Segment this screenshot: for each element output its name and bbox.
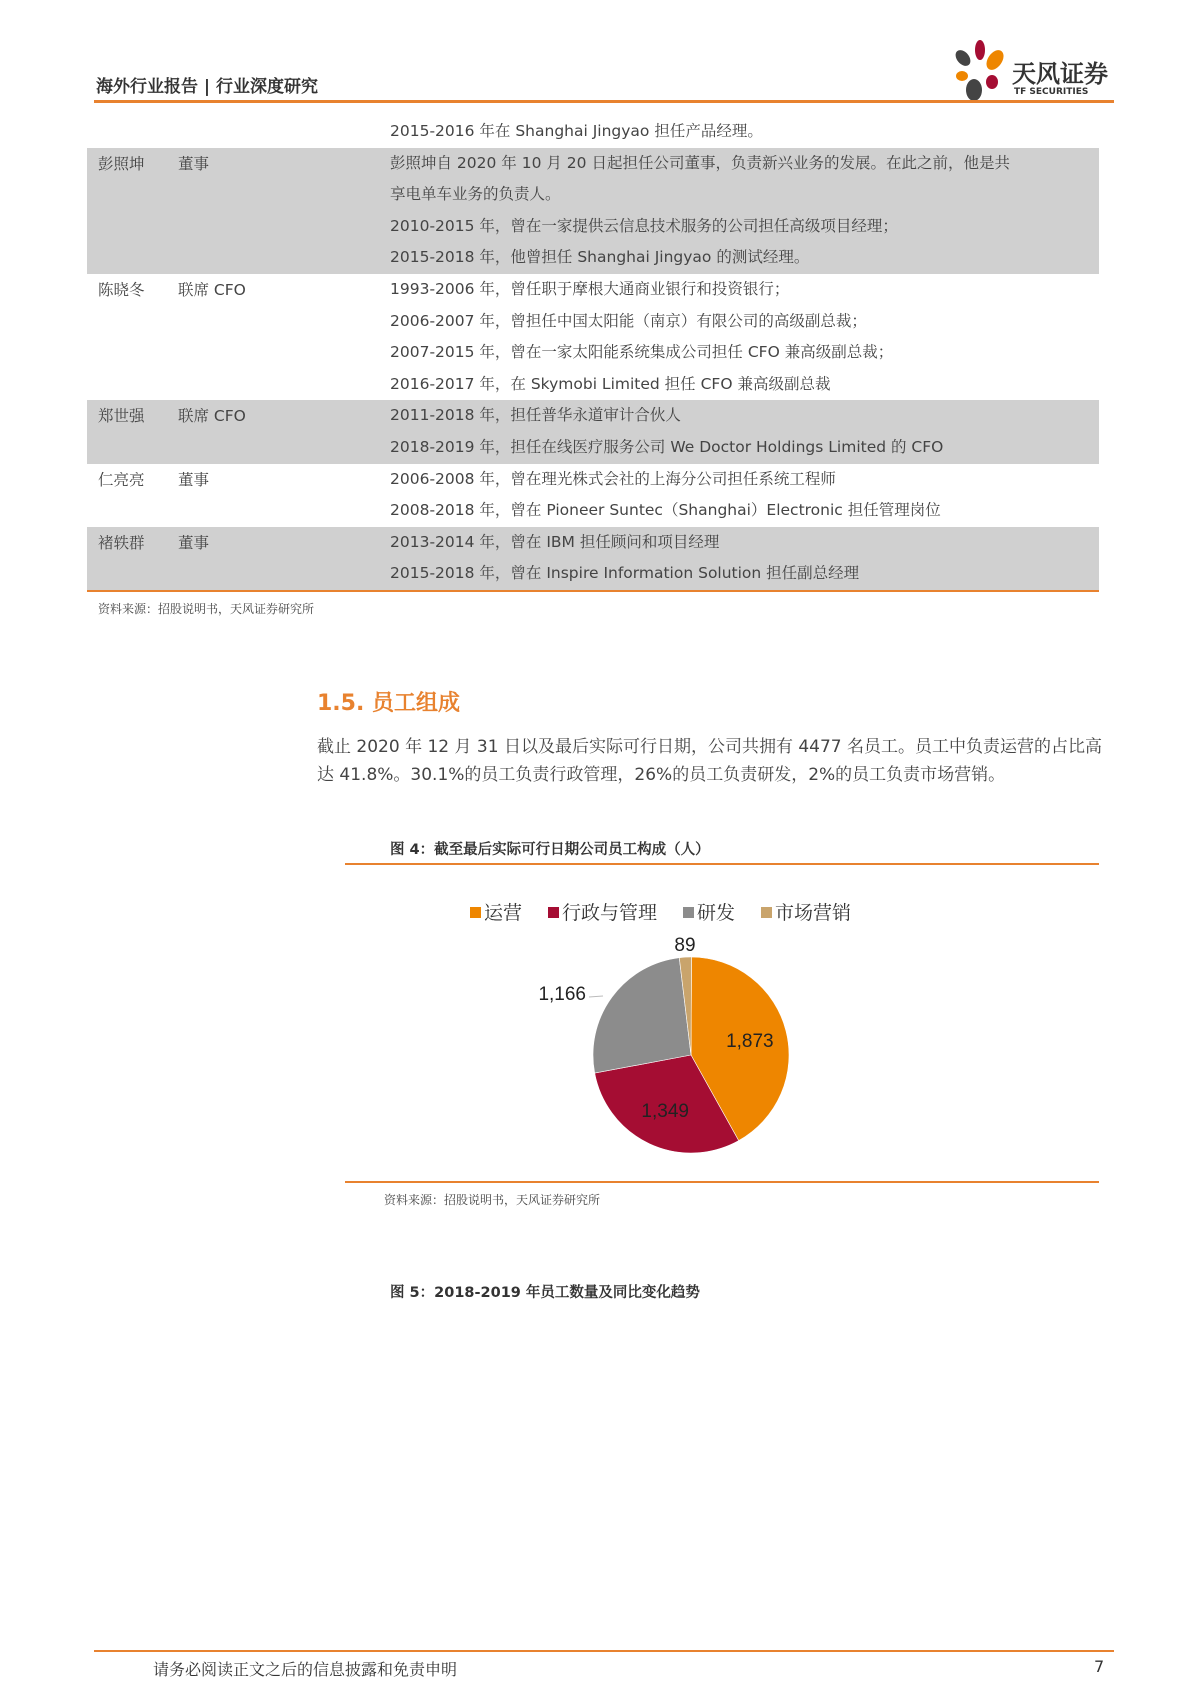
table-row: [87, 400, 1099, 463]
legend-label: 运营: [484, 902, 523, 924]
bio-line: 2007-2015 年，曾在一家太阳能系统集成公司担任 CFO 兼高级副总裁；: [390, 343, 894, 362]
person-role: 董事: [178, 470, 210, 489]
legend-swatch: [548, 907, 559, 918]
section-paragraph: 截止 2020 年 12 月 31 日以及最后实际可行日期，公司共拥有 4477 名员工。员工中负责运营的占比高达 41.8%。30.1%的员工负责行政管理，26%的员工负责研发，2%的员工负责市场营销。: [317, 737, 1103, 785]
person-role: 联席 CFO: [178, 407, 246, 426]
figure5-title: 图 5：2018-2019 年员工数量及同比变化趋势: [390, 1285, 700, 1301]
person-name: 陈晓冬: [98, 280, 145, 299]
data-label: 1,166: [538, 984, 586, 1005]
person-name: 郑世强: [98, 407, 145, 426]
bio-line: 2015-2018 年，曾在 Inspire Information Solution 担任副总经理: [390, 564, 860, 583]
logo-en: TF SECURITIES: [1014, 87, 1089, 97]
bio-line: 2013-2014 年，曾在 IBM 担任顾问和项目经理: [390, 532, 720, 551]
legend-label: 行政与管理: [562, 902, 658, 924]
person-bio: [390, 527, 1099, 591]
person-role: 联席 CFO: [178, 280, 246, 299]
person-name: 彭照坤: [98, 154, 145, 173]
table-row: [87, 116, 1099, 148]
data-label: 1,349: [641, 1101, 689, 1123]
bio-line: 2010-2015 年，曾在一家提供云信息技术服务的公司担任高级项目经理；: [390, 216, 898, 235]
table-row: [87, 148, 1099, 274]
person-bio: [390, 148, 1099, 274]
bio-line: 享电单车业务的负责人。: [390, 185, 561, 204]
bio-line: 2016-2017 年，在 Skymobi Limited 担任 CFO 兼高级副总裁: [390, 374, 831, 393]
person-bio: [390, 400, 1099, 463]
person-role: [178, 116, 390, 148]
figure4-source: 资料来源：招股说明书，天风证券研究所: [384, 1193, 601, 1207]
leader-line: [589, 996, 603, 997]
bio-line: 2015-2016 年在 Shanghai Jingyao 担任产品经理。: [390, 122, 763, 140]
person-name: [87, 116, 178, 148]
bio-line: 2018-2019 年，担任在线医疗服务公司 We Doctor Holdings Limited 的 CFO: [390, 437, 944, 456]
section-title: 1.5. 员工组成: [317, 691, 460, 716]
pie-chart: [500, 920, 900, 1180]
header-divider: [94, 100, 1114, 103]
person-role: 董事: [178, 533, 210, 552]
bio-line: 1993-2006 年，曾任职于摩根大通商业银行和投资银行；: [390, 279, 790, 298]
table-row: [87, 527, 1099, 591]
person-name: 仁亮亮: [98, 470, 145, 489]
management-table: [87, 116, 1099, 592]
legend-label: 研发: [697, 902, 736, 924]
page-number: 7: [1094, 1657, 1105, 1676]
legend-label: 市场营销: [775, 902, 852, 924]
person-name: 褚轶群: [98, 533, 145, 552]
footer-disclaimer: 请务必阅读正文之后的信息披露和免责申明: [153, 1660, 458, 1679]
company-logo: [950, 38, 1120, 104]
data-label: 89: [674, 935, 696, 956]
bio-line: 2015-2018 年，他曾担任 Shanghai Jingyao 的测试经理。: [390, 248, 810, 267]
legend-swatch: [470, 907, 481, 918]
report-header-title: 海外行业报告 | 行业深度研究: [96, 77, 319, 97]
figure4-title: 图 4：截至最后实际可行日期公司员工构成（人）: [390, 842, 710, 858]
bio-line: 彭照坤自 2020 年 10 月 20 日起担任公司董事，负责新兴业务的发展。在此之前，他是共: [390, 153, 1010, 172]
bio-line: 2006-2008 年，曾在理光株式会社的上海分公司担任系统工程师: [390, 469, 836, 488]
figure4-top-rule: [345, 863, 1099, 865]
logo-petals-icon: [950, 38, 1010, 104]
logo-cn: 天风证券: [1012, 60, 1108, 88]
data-label: 1,873: [726, 1030, 774, 1052]
table-source: 资料来源：招股说明书，天风证券研究所: [98, 602, 315, 616]
table-row: [87, 464, 1099, 527]
table-row: [87, 274, 1099, 400]
bio-line: 2008-2018 年，曾在 Pioneer Suntec（Shanghai）Electronic 担任管理岗位: [390, 501, 941, 520]
footer-divider: [94, 1650, 1114, 1652]
person-bio: [390, 464, 1099, 527]
bio-line: 2006-2007 年，曾担任中国太阳能（南京）有限公司的高级副总裁；: [390, 311, 867, 330]
person-bio: [390, 116, 1099, 148]
bio-line: 2011-2018 年，担任普华永道审计合伙人: [390, 406, 681, 425]
figure4-bottom-rule: [345, 1181, 1099, 1183]
legend-swatch: [683, 907, 694, 918]
person-role: 董事: [178, 154, 210, 173]
person-bio: [390, 274, 1099, 400]
pie-slice-3: [593, 958, 691, 1073]
legend-swatch: [761, 907, 772, 918]
